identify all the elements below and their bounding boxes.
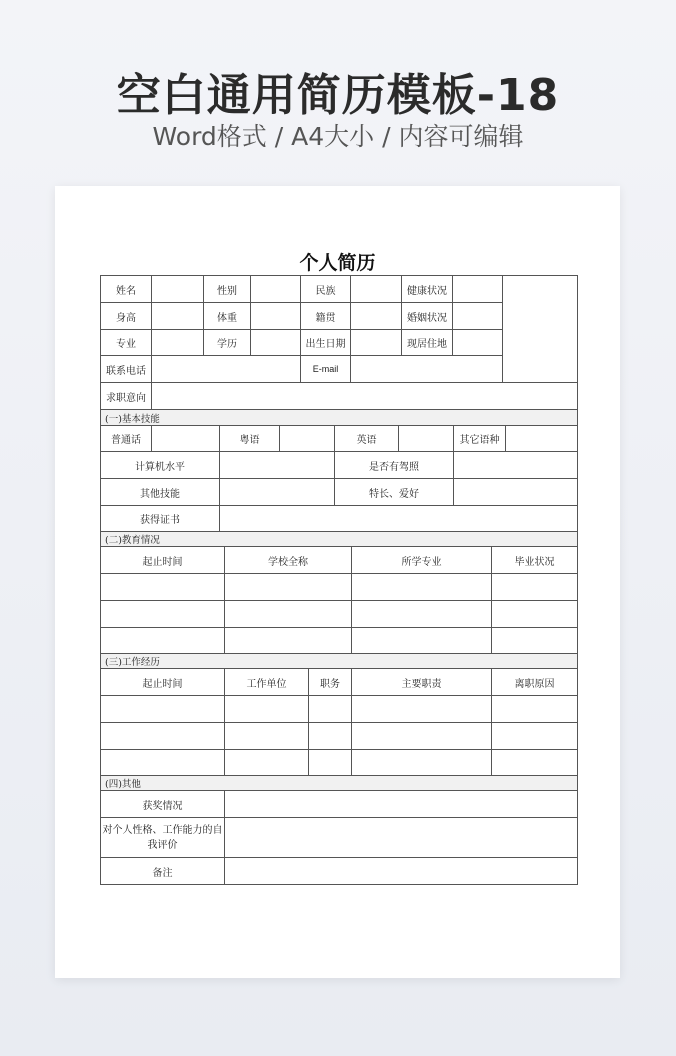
field-birth-date[interactable] [351,330,402,356]
education-table [100,531,578,654]
label-computer: 计算机水平 [101,452,220,479]
field-awards[interactable] [225,791,578,818]
label-name: 姓名 [101,276,152,303]
label-awards: 获奖情况 [101,791,225,818]
section-other: (四)其他 [101,776,578,791]
resume-title: 个人简历 [299,252,376,274]
label-driving: 是否有驾照 [335,452,454,479]
label-other-skills: 其他技能 [101,479,220,506]
field-self-eval[interactable] [225,818,578,858]
col-work-duties: 主要职责 [352,669,492,696]
col-work-leave-reason: 离职原因 [492,669,578,696]
label-certificates: 获得证书 [101,506,220,532]
skills-table [100,409,578,532]
field-major[interactable] [152,330,204,356]
photo-box[interactable] [503,276,578,383]
field-driving[interactable] [454,452,578,479]
label-native-place: 籍贯 [301,303,351,330]
field-gender[interactable] [251,276,301,303]
section-skills: (一)基本技能 [101,410,578,426]
label-phone: 联系电话 [101,356,152,383]
label-email: E-mail [301,356,351,383]
document-page [55,186,620,978]
col-work-period: 起止时间 [101,669,225,696]
label-weight: 体重 [204,303,251,330]
label-ethnicity: 民族 [301,276,351,303]
field-email[interactable] [351,356,503,383]
field-weight[interactable] [251,303,301,330]
section-education: (二)教育情况 [101,532,578,547]
field-health[interactable] [453,276,503,303]
col-work-company: 工作单位 [225,669,309,696]
other-table [100,775,578,885]
label-education: 学历 [204,330,251,356]
field-native-place[interactable] [351,303,402,330]
label-remarks: 备注 [101,858,225,885]
field-other-skills[interactable] [220,479,335,506]
section-work: (三)工作经历 [101,654,578,669]
field-other-lang[interactable] [506,426,578,452]
col-edu-graduation: 毕业状况 [492,547,578,574]
field-job-intent[interactable] [152,383,578,410]
field-name[interactable] [152,276,204,303]
label-hobbies: 特长、爱好 [335,479,454,506]
label-birth-date: 出生日期 [301,330,351,356]
table-row [101,628,578,654]
page-subtitle: Word格式 / A4大小 / 内容可编辑 [152,122,524,151]
label-health: 健康状况 [402,276,453,303]
table-row [101,601,578,628]
work-table [100,653,578,776]
label-major: 专业 [101,330,152,356]
table-row [101,574,578,601]
label-job-intent: 求职意向 [101,383,152,410]
page-title: 空白通用简历模板-18 [116,70,560,121]
label-other-lang: 其它语种 [454,426,506,452]
field-education[interactable] [251,330,301,356]
label-mandarin: 普通话 [101,426,152,452]
personal-info-table [100,275,578,410]
label-height: 身高 [101,303,152,330]
table-row [101,696,578,723]
label-residence: 现居住地 [402,330,453,356]
col-edu-period: 起止时间 [101,547,225,574]
field-english[interactable] [399,426,454,452]
label-english: 英语 [335,426,399,452]
col-edu-major: 所学专业 [352,547,492,574]
field-mandarin[interactable] [152,426,220,452]
label-self-eval: 对个人性格、工作能力的自我评价 [101,818,225,858]
field-remarks[interactable] [225,858,578,885]
table-row [101,723,578,750]
field-phone[interactable] [152,356,301,383]
label-marital: 婚姻状况 [402,303,453,330]
table-row [101,750,578,776]
col-work-position: 职务 [309,669,352,696]
field-computer[interactable] [220,452,335,479]
field-certificates[interactable] [220,506,578,532]
label-cantonese: 粤语 [220,426,280,452]
col-edu-school: 学校全称 [225,547,352,574]
field-cantonese[interactable] [280,426,335,452]
label-gender: 性别 [204,276,251,303]
field-hobbies[interactable] [454,479,578,506]
field-ethnicity[interactable] [351,276,402,303]
field-residence[interactable] [453,330,503,356]
field-marital[interactable] [453,303,503,330]
field-height[interactable] [152,303,204,330]
